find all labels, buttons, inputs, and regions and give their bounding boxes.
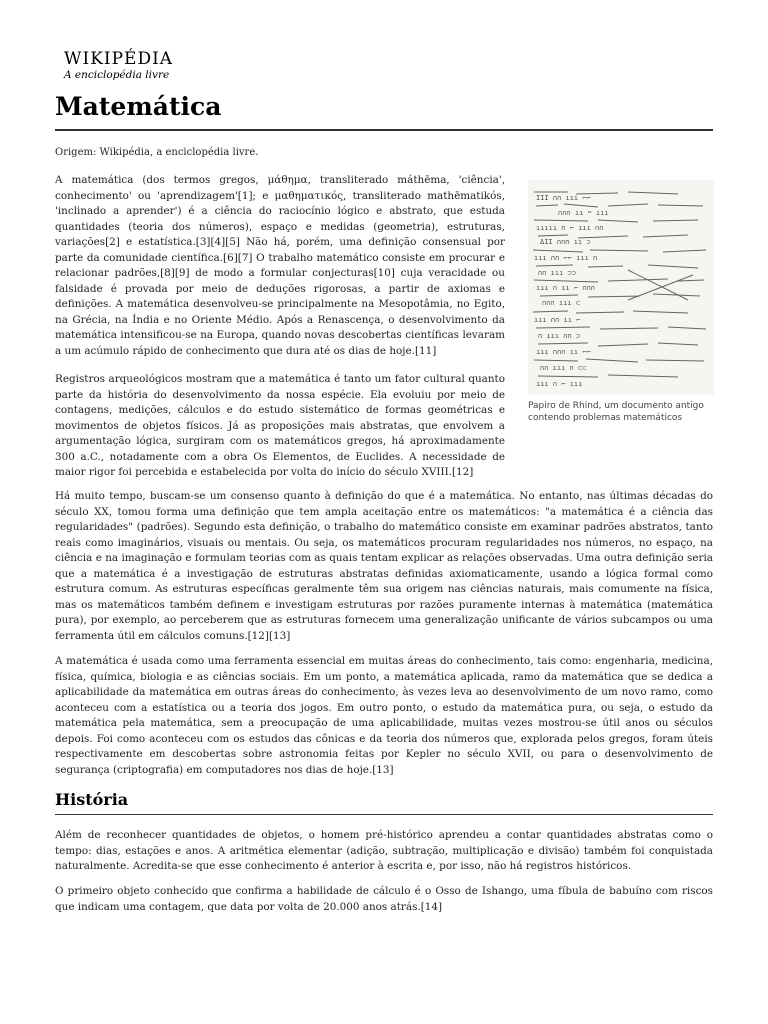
svg-text:∩∩∩ ııı ⊂: ∩∩∩ ııı ⊂	[542, 299, 580, 307]
rhind-papyrus-figure	[528, 180, 714, 424]
section-heading-historia: História	[55, 790, 129, 809]
svg-text:ııııı ∩ ⌐ ııı ∩∩: ııııı ∩ ⌐ ııı ∩∩	[536, 224, 604, 232]
paragraph-applications: A matemática é usada como uma ferramenta essencial em muitas áreas do conhecimento, tais como: engenharia, medicina, física, química, biologia e as ciências sociais. Em um ponto, a matemática aplicada, ramo da matemática que se dedica a aplicabilidade da matemática em outras áreas do conhecimento, às vezes leva ao desenvolvimento de um novo ramo, como aconteceu com a estatística ou a teoria dos jogos. Em outro ponto, o estudo da matemática pura, ou seja, o estudo da matemática pela matemática, sem a preocupação de uma aplicabilidade, muitas vezes mostrou-se útil anos ou séculos depois. Foi como aconteceu com os estudos das cônicas e da teoria dos números que, explorada pelos gregos, foram úteis respectivamente em descobertas sobre astronomia feitas por Kepler no século XVII, ou para o desenvolvimento de segurança (criptografia) em computadores nos dias de hoje.[13]	[55, 655, 713, 776]
svg-text:∩ ııı ∩∩ ⊃: ∩ ııı ∩∩ ⊃	[538, 332, 581, 340]
paragraph-definition: Há muito tempo, buscam-se um consenso quanto à definição do que é a matemática. No entanto, nas últimas décadas do século XX, tomou forma uma definição que tem ampla aceitação entre os matemáticos: "a matemática é a ciência das regularidades" (padrões). Segundo esta definição, o trabalho do matemático consiste em examinar padrões abstratos, tanto reais como imaginários, visuais ou mentais. Ou seja, os matemáticos procuram regularidades nos números, no espaço, na ciência e na imaginação e formulam teorias com as quais tentam explicar as relações observadas. Uma outra definição seria que a matemática é a investigação de estruturas abstratas definidas axiomaticamente, usando a lógica formal como estrutura comum. As estruturas específicas geralmente têm sua origem nas ciências naturais, mais comumente na física, mas os matemáticos também definem e investigam estruturas por razões puramente internas à matemática (matemática pura), por exemplo, ao perceberem que as estruturas fornecem uma generalização unificante de vários subcampos ou uma ferramenta útil em cálculos comuns.[12][13]	[55, 490, 713, 642]
svg-text:ııı ∩ ıı ⌐ ∩∩∩: ııı ∩ ıı ⌐ ∩∩∩	[536, 284, 596, 292]
svg-text:ııı ∩ ⌐ ııı: ııı ∩ ⌐ ııı	[536, 380, 583, 388]
title-rule	[55, 129, 713, 131]
origin-note: Origem: Wikipédia, a enciclopédia livre.	[55, 147, 259, 158]
page-title: Matemática	[55, 92, 222, 121]
svg-text:∩∩ ııı ⊃⊃: ∩∩ ııı ⊃⊃	[538, 269, 576, 277]
paragraph-ishango: O primeiro objeto conhecido que confirma a habilidade de cálculo é o Osso de Ishango, uma fíbula de babuíno com riscos que indicam uma contagem, que data por volta de 20.000 anos atrás.[14]	[55, 885, 713, 913]
paragraph-prehistory: Além de reconhecer quantidades de objetos, o homem pré-histórico aprendeu a contar quantidades abstratas como o tempo: dias, estações e anos. A aritmética elementar (adição, subtração, multiplicação e divisão) também foi conquistada naturalmente. Acredita-se que esse conhecimento é anterior à escrita e, por isso, não há registros históricos.	[55, 829, 713, 872]
svg-text:ııı ∩∩∩ ıı ⌐⌐: ııı ∩∩∩ ıı ⌐⌐	[536, 348, 591, 356]
svg-text:∩∩∩ ıı ᴖ ııı: ∩∩∩ ıı ᴖ ııı	[558, 209, 609, 217]
section-rule	[55, 814, 713, 815]
figure-caption: Papiro de Rhind, um documento antigo contendo problemas matemáticos	[528, 401, 704, 423]
svg-text:ııı ∩∩ ıı ⌐: ııı ∩∩ ıı ⌐	[534, 316, 581, 324]
rhind-papyrus-image[interactable]	[528, 180, 714, 395]
paragraph-intro: A matemática (dos termos gregos, μάθημα, transliterado máthēma, 'ciência', conhecimento' ou 'aprendizagem'[1]; e μαθηματικός, transliterado mathēmatikós, 'inclinado a aprender') é a ciência do raciocínio lógico e abstrato, que estuda quantidades (teoria dos números), espaço e medidas (geometria), estruturas, variações[2] e estatística.[3][4][5] Não há, porém, uma definição consensual por parte da comunidade científica.[6][7] O trabalho matemático consiste em procurar e relacionar padrões,[8][9] de modo a formular conjecturas[10] cuja veracidade ou falsidade é provada por meio de deduções rigorosas, a partir de axiomas e definições. A matemática desenvolveu-se principalmente na Mesopotâmia, no Egito, na Grécia, na Índia e no Oriente Médio. Após a Renascença, o desenvolvimento da matemática intensificou-se na Europa, quando novas descobertas científicas levaram a um acúmulo rápido de conhecimento que dura até os dias de hoje.[11]	[55, 174, 505, 357]
svg-text:∩∩ ııı ∩ ⊂⊂: ∩∩ ııı ∩ ⊂⊂	[540, 364, 587, 372]
logo-title: WIKIPÉDIA	[64, 49, 174, 69]
svg-text:ııı ∩∩ ⌐⌐ ııı ∩: ııı ∩∩ ⌐⌐ ııı ∩	[534, 254, 598, 262]
svg-text:ΔII ∩∩∩ ıı ⊃: ΔII ∩∩∩ ıı ⊃	[540, 238, 591, 246]
paragraph-history-intro: Registros arqueológicos mostram que a matemática é tanto um fator cultural quanto parte da história do desenvolvimento da nossa espécie. Ela evoluiu por meio de contagens, medições, cálculos e do estudo sistemático de formas geométricas e movimentos de objetos físicos. Já as proposições mais abstratas, que envolvem a argumentação lógica, surgiram com os matemáticos gregos, há aproximadamente 300 a.C., notadamente com a obra Os Elementos, de Euclides. A necessidade de maior rigor foi percebida e estabelecida por volta do início do século XVIII.[12]	[55, 373, 505, 478]
svg-text:III ∩∩ ııı ⌐⌐: III ∩∩ ııı ⌐⌐	[536, 194, 591, 202]
wikipedia-logo[interactable]	[64, 50, 173, 82]
logo-subtitle: A enciclopédia livre	[64, 69, 170, 81]
